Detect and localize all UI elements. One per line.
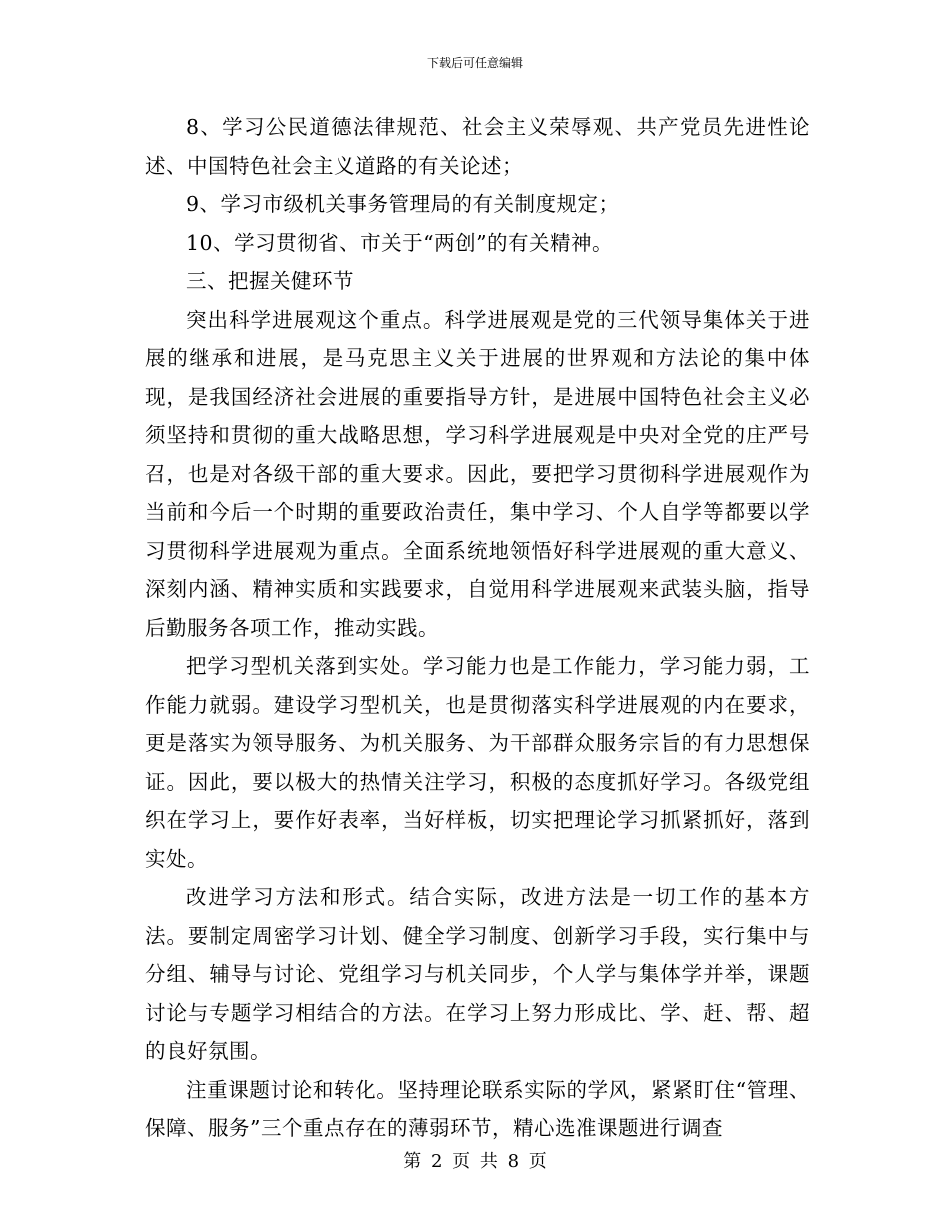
page-footer bbox=[0, 1150, 950, 1174]
document-body bbox=[145, 108, 810, 1148]
footer-label-after: 页 bbox=[528, 1151, 547, 1172]
paragraph: 改进学习方法和形式。结合实际，改进方法是一切工作的基本方法。要制定周密学习计划、健全学习制度、创新学习手段，实行集中与分组、辅导与讨论、党组学习与机关同步，个人学与集体学并举，课题讨论与专题学习相结合的方法。在学习上努力形成比、学、赶、帮、超的良好氛围。 bbox=[145, 885, 810, 1063]
footer-label-page: 页 bbox=[452, 1151, 471, 1172]
paragraph: 突出科学进展观这个重点。科学进展观是党的三代领导集体关于进展的继承和进展，是马克思主义关于进展的世界观和方法论的集中体现，是我国经济社会进展的重要指导方针，是进展中国特色社会主义必须坚持和贯彻的重大战略思想，学习科学进展观是中央对全党的庄严号召，也是对各级干部的重大要求。因此，要把学习贯彻科学进展观作为当前和今后一个时期的重要政治责任，集中学习、个人自学等都要以学习贯彻科学进展观为重点。全面系统地领悟好科学进展观的重大意义、深刻内涵、精神实质和实践要求，自觉用科学进展观来武装头脑，指导后勤服务各项工作，推动实践。 bbox=[145, 307, 810, 640]
footer-label-total: 共 bbox=[479, 1151, 498, 1172]
current-page-number: 2 bbox=[430, 1151, 443, 1172]
section-heading: 三、把握关健环节 bbox=[186, 269, 354, 293]
list-item-9: 9、学习市级机关事务管理局的有关制度规定； bbox=[186, 192, 620, 216]
page-header: 下载后可任意编辑 bbox=[426, 56, 523, 70]
paragraph: 把学习型机关落到实处。学习能力也是工作能力，学习能力弱，工作能力就弱。建设学习型机关，也是贯彻落实科学进展观的内在要求，更是落实为领导服务、为机关服务、为干部群众服务宗旨的有力思想保证。因此，要以极大的热情关注学习，积极的态度抓好学习。各级党组织在学习上，要作好表率，当好样板，切实把理论学习抓紧抓好，落到实处。 bbox=[145, 654, 810, 871]
paragraph: 注重课题讨论和转化。坚持理论联系实际的学风，紧紧盯住“管理、保障、服务”三个重点存在的薄弱环节，精心选准课题进行调查 bbox=[145, 1077, 810, 1140]
total-pages-number: 8 bbox=[507, 1151, 520, 1172]
footer-label-before: 第 bbox=[403, 1151, 422, 1172]
list-item-10: 10、学习贯彻省、市关于“两创”的有关精神。 bbox=[186, 230, 614, 255]
list-item-8: 8、学习公民道德法律规范、社会主义荣辱观、共产党员先进性论述、中国特色社会主义道路的有关论述； bbox=[145, 115, 810, 178]
